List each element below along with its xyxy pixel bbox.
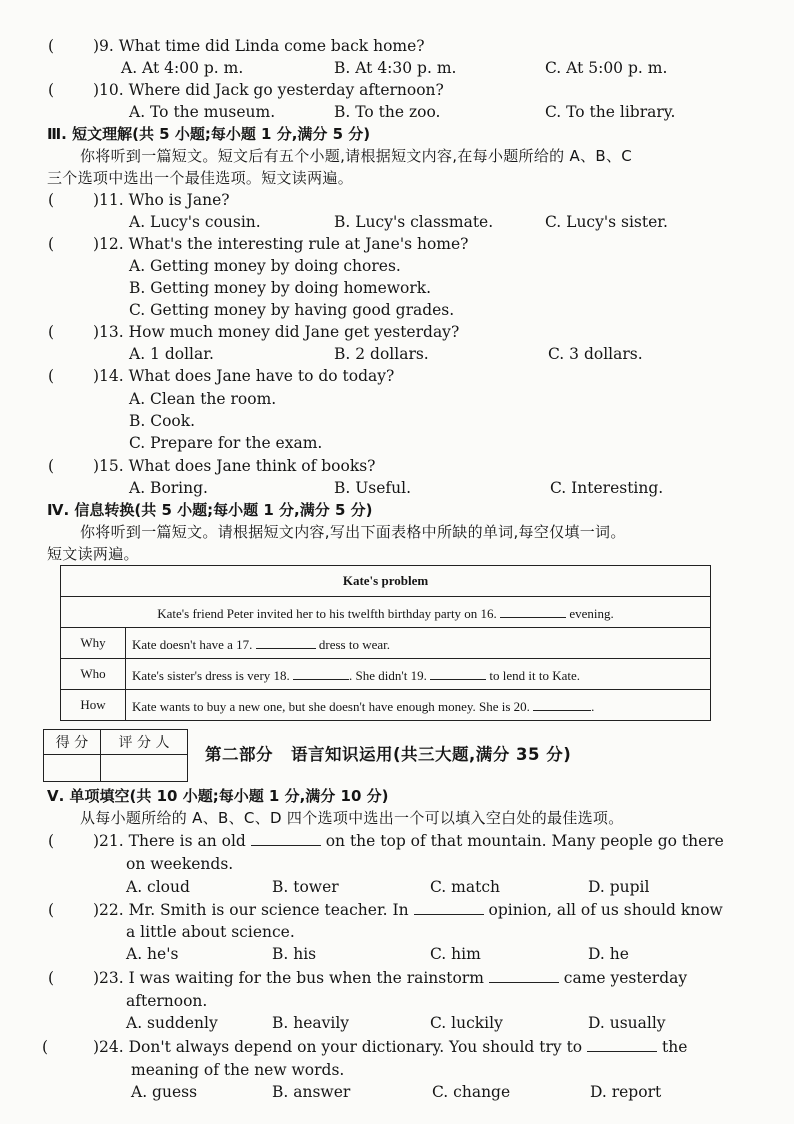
row-text: dress to wear. <box>318 636 391 652</box>
question-13: )13. How much money did Jane get yesterday? <box>93 323 460 341</box>
question-9: )9. What time did Linda come back home? <box>93 37 425 55</box>
option-b: B. Cook. <box>129 412 196 430</box>
row-key-why: Why <box>61 628 126 659</box>
question-23-cont: afternoon. <box>126 992 208 1010</box>
question-text: )21. There is an old <box>93 832 246 850</box>
option-b: B. Useful. <box>334 479 412 497</box>
question-24 <box>93 1037 687 1057</box>
grader-cell[interactable] <box>101 755 188 782</box>
option-b: B. Getting money by doing homework. <box>129 279 432 297</box>
table-title: Kate's problem <box>61 566 711 597</box>
answer-paren[interactable]: ( <box>48 901 55 919</box>
section-4-instruction-cont: 短文读两遍。 <box>47 545 139 563</box>
option-c: C. To the library. <box>545 103 676 121</box>
row-text: to lend it to Kate. <box>489 667 580 683</box>
section-5-title: Ⅴ. 单项填空(共 10 小题;每小题 1 分,满分 10 分) <box>47 787 389 805</box>
score-cell[interactable] <box>44 755 101 782</box>
question-text: )22. Mr. Smith is our science teacher. In <box>93 901 409 919</box>
blank-16[interactable] <box>500 603 566 618</box>
option-c: C. luckily <box>430 1014 503 1032</box>
row-text: . She didn't 19. <box>349 667 427 683</box>
question-14: )14. What does Jane have to do today? <box>93 367 395 385</box>
option-d: D. pupil <box>588 878 650 896</box>
blank-22[interactable] <box>414 900 484 915</box>
row-key-who: Who <box>61 659 126 690</box>
answer-paren[interactable]: ( <box>48 81 55 99</box>
question-21 <box>93 831 724 851</box>
table-row <box>126 659 711 690</box>
section-4-instruction: 你将听到一篇短文。请根据短文内容,写出下面表格中所缺的单词,每空仅填一词。 <box>80 523 626 541</box>
blank-19[interactable] <box>430 665 486 680</box>
answer-paren[interactable]: ( <box>42 1038 49 1056</box>
question-text: on the top of that mountain. Many people go there <box>325 832 724 850</box>
blank-20[interactable] <box>533 696 591 711</box>
section-3-instruction-cont: 三个选项中选出一个最佳选项。短文读两遍。 <box>47 169 354 187</box>
option-a: A. cloud <box>126 878 190 896</box>
answer-paren[interactable]: ( <box>48 367 55 385</box>
option-b: B. To the zoo. <box>334 103 441 121</box>
blank-24[interactable] <box>587 1037 657 1052</box>
option-c: C. Interesting. <box>550 479 664 497</box>
question-11: )11. Who is Jane? <box>93 191 230 209</box>
question-23 <box>93 968 687 988</box>
option-b: B. answer <box>272 1083 351 1101</box>
answer-paren[interactable]: ( <box>48 969 55 987</box>
row-text: . <box>591 698 595 714</box>
blank-17[interactable] <box>256 634 316 649</box>
option-c: C. change <box>432 1083 511 1101</box>
table-row <box>61 597 711 628</box>
option-a: A. Lucy's cousin. <box>129 213 261 231</box>
option-a: A. suddenly <box>126 1014 218 1032</box>
option-b: B. heavily <box>272 1014 350 1032</box>
section-5-instruction: 从每小题所给的 A、B、C、D 四个选项中选出一个可以填入空白处的最佳选项。 <box>80 809 624 827</box>
answer-paren[interactable]: ( <box>48 191 55 209</box>
option-b: B. 2 dollars. <box>334 345 429 363</box>
row-text: Kate doesn't have a 17. <box>132 636 253 652</box>
question-text: )23. I was waiting for the bus when the rainstorm <box>93 969 484 987</box>
score-box <box>43 729 188 782</box>
option-a: A. guess <box>131 1083 198 1101</box>
option-c: C. him <box>430 945 481 963</box>
section-4-title: Ⅳ. 信息转换(共 5 小题;每小题 1 分,满分 5 分) <box>47 501 373 519</box>
option-c: C. Lucy's sister. <box>545 213 668 231</box>
row-key-how: How <box>61 690 126 721</box>
answer-paren[interactable]: ( <box>48 235 55 253</box>
table-row <box>126 690 711 721</box>
option-a: A. Clean the room. <box>129 390 277 408</box>
option-c: C. 3 dollars. <box>548 345 643 363</box>
question-21-cont: on weekends. <box>126 855 234 873</box>
question-22 <box>93 900 723 920</box>
option-a: A. At 4:00 p. m. <box>121 59 244 77</box>
row-text: Kate's sister's dress is very 18. <box>132 667 290 683</box>
info-table <box>60 565 711 721</box>
option-b: B. Lucy's classmate. <box>334 213 494 231</box>
option-d: D. report <box>590 1083 662 1101</box>
answer-paren[interactable]: ( <box>48 37 55 55</box>
blank-21[interactable] <box>251 831 321 846</box>
option-c: C. At 5:00 p. m. <box>545 59 668 77</box>
row-text: Kate's friend Peter invited her to his twelfth birthday party on 16. <box>157 605 497 621</box>
option-b: B. At 4:30 p. m. <box>334 59 457 77</box>
option-c: C. Prepare for the exam. <box>129 434 323 452</box>
question-text: the <box>662 1038 688 1056</box>
answer-paren[interactable]: ( <box>48 323 55 341</box>
score-label: 得 分 <box>44 730 101 755</box>
part-2-title <box>205 741 571 765</box>
part-label: 第二部分 <box>205 745 273 764</box>
option-d: D. he <box>588 945 629 963</box>
table-row <box>126 628 711 659</box>
option-d: D. usually <box>588 1014 666 1032</box>
option-a: A. Getting money by doing chores. <box>129 257 401 275</box>
row-text: Kate wants to buy a new one, but she doesn't have enough money. She is 20. <box>132 698 530 714</box>
question-15: )15. What does Jane think of books? <box>93 457 376 475</box>
question-text: )24. Don't always depend on your dictionary. You should try to <box>93 1038 583 1056</box>
blank-18[interactable] <box>293 665 349 680</box>
option-a: A. To the museum. <box>129 103 276 121</box>
section-3-title: Ⅲ. 短文理解(共 5 小题;每小题 1 分,满分 5 分) <box>47 125 371 143</box>
question-24-cont: meaning of the new words. <box>131 1061 345 1079</box>
section-3-instruction: 你将听到一篇短文。短文后有五个小题,请根据短文内容,在每小题所给的 A、B、C <box>80 147 633 165</box>
option-b: B. tower <box>272 878 339 896</box>
answer-paren[interactable]: ( <box>48 832 55 850</box>
grader-label: 评 分 人 <box>101 730 188 755</box>
question-10: )10. Where did Jack go yesterday afternoon? <box>93 81 444 99</box>
option-c: C. Getting money by having good grades. <box>129 301 455 319</box>
option-a: A. he's <box>126 945 179 963</box>
part-desc: 语言知识运用(共三大题,满分 35 分) <box>291 745 572 764</box>
blank-23[interactable] <box>489 968 559 983</box>
question-12: )12. What's the interesting rule at Jane's home? <box>93 235 469 253</box>
option-a: A. Boring. <box>129 479 208 497</box>
option-c: C. match <box>430 878 500 896</box>
question-text: came yesterday <box>563 969 688 987</box>
question-text: opinion, all of us should know <box>488 901 723 919</box>
option-a: A. 1 dollar. <box>129 345 214 363</box>
option-b: B. his <box>272 945 317 963</box>
question-22-cont: a little about science. <box>126 923 295 941</box>
row-text: evening. <box>569 605 614 621</box>
answer-paren[interactable]: ( <box>48 457 55 475</box>
